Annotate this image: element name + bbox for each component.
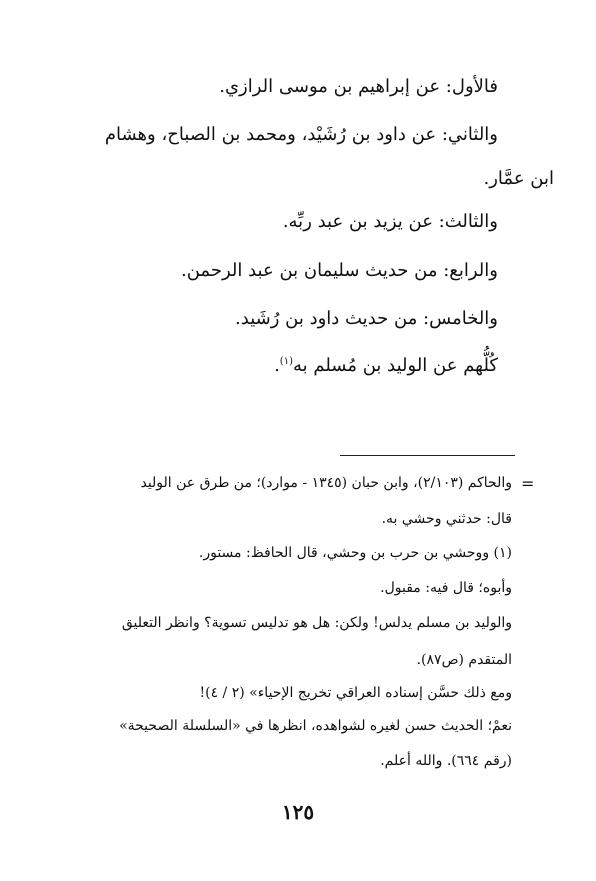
- footnote-line-6: المتقدم (ص٨٧).: [416, 652, 512, 668]
- footnote-ref-1: (١): [279, 356, 293, 367]
- main-line-4: والثالث: عن يزيد بن عبد ربِّه.: [282, 211, 498, 232]
- footnote-line-9: (رقم ٦٦٤). والله أعلم.: [380, 753, 512, 769]
- page-number: ١٢٥: [281, 800, 315, 824]
- main-line-7-end: .: [274, 355, 280, 376]
- footnote-line-1: والحاكم (٢/١٠٣)، وابن حبان (١٣٤٥ - موارد)؛ من طرق عن الوليد: [140, 475, 512, 491]
- footnote-line-4: وأبوه؛ قال فيه: مقبول.: [380, 580, 512, 596]
- footnote-line-2: قال: حدثني وحشي به.: [381, 511, 512, 527]
- footnote-line-5: والوليد بن مسلم يدلس! ولكن: هل هو تدليس تسوية؟ وانظر التعليق: [121, 615, 512, 631]
- main-line-7: [274, 357, 498, 375]
- main-line-7-text: كُلُّهم عن الوليد بن مُسلم به: [292, 355, 498, 376]
- main-line-6: والخامس: من حديث داود بن رُشَيد.: [235, 308, 498, 329]
- footnote-line-8: نعمْ؛ الحديث حسن لغيره لشواهده، انظرها في «السلسلة الصحيحة»: [119, 718, 512, 734]
- main-line-3: ابن عمَّار.: [483, 168, 554, 189]
- footnote-line-3: (١) ووحشي بن حرب بن وحشي، قال الحافظ: مستور.: [198, 545, 512, 561]
- footnote-separator: [340, 455, 515, 456]
- main-line-1: فالأول: عن إبراهيم بن موسى الرازي.: [219, 76, 498, 97]
- main-line-5: والرابع: من حديث سليمان بن عبد الرحمن.: [181, 260, 498, 281]
- main-line-2: والثاني: عن داود بن رُشَيْد، ومحمد بن الصباح، وهشام: [104, 124, 498, 145]
- footnote-line-7: ومع ذلك حسَّن إسناده العراقي تخريج الإحياء» (٢ / ٤)!: [199, 685, 512, 701]
- continuation-mark: =: [521, 474, 535, 493]
